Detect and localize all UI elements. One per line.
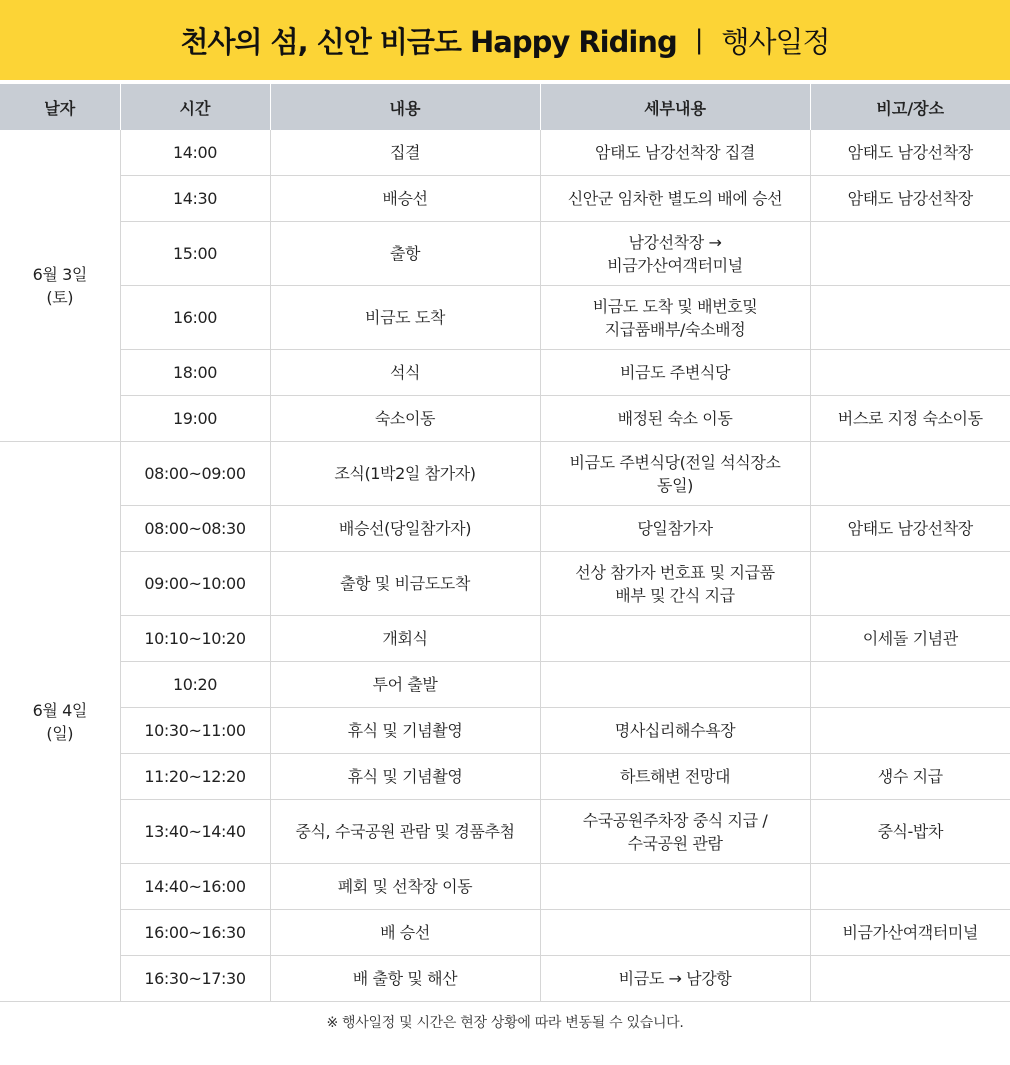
note-cell: 암태도 남강선착장 xyxy=(810,130,1010,176)
detail-cell: 비금도 주변식당(전일 석식장소 동일) xyxy=(540,442,810,506)
note-cell: 버스로 지정 숙소이동 xyxy=(810,396,1010,442)
schedule-table xyxy=(0,84,1010,1002)
table-row xyxy=(0,130,1010,176)
footnote: ※ 행사일정 및 시간은 현장 상황에 따라 변동될 수 있습니다. xyxy=(326,1015,684,1031)
date-cell: 6월 3일 (토) xyxy=(0,130,120,442)
table-row xyxy=(0,506,1010,552)
note-cell: 암태도 남강선착장 xyxy=(810,506,1010,552)
note-cell: 이세돌 기념관 xyxy=(810,616,1010,662)
time-cell: 18:00 xyxy=(120,350,270,396)
schedule-label: 행사일정 xyxy=(721,24,830,59)
table-row xyxy=(0,800,1010,864)
table-row xyxy=(0,396,1010,442)
detail-cell: 명사십리해수욕장 xyxy=(540,708,810,754)
title-banner xyxy=(0,0,1010,80)
table-header xyxy=(0,84,1010,130)
table-row xyxy=(0,350,1010,396)
table-row xyxy=(0,442,1010,506)
title-separator: | xyxy=(694,25,704,55)
header-content: 내용 xyxy=(270,84,540,130)
table-row xyxy=(0,708,1010,754)
header-date: 날자 xyxy=(0,84,120,130)
note-cell xyxy=(810,286,1010,350)
table-row xyxy=(0,176,1010,222)
table-row xyxy=(0,616,1010,662)
detail-cell: 비금도 주변식당 xyxy=(540,350,810,396)
note-cell xyxy=(810,864,1010,910)
detail-cell: 비금도 도착 및 배번호및 지급품배부/숙소배정 xyxy=(540,286,810,350)
content-cell: 배승선(당일참가자) xyxy=(270,506,540,552)
table-row xyxy=(0,754,1010,800)
note-cell: 중식-밥차 xyxy=(810,800,1010,864)
event-title: 천사의 섬, 신안 비금도 Happy Riding xyxy=(180,24,677,59)
time-cell: 08:00~09:00 xyxy=(120,442,270,506)
table-row xyxy=(0,864,1010,910)
table-row xyxy=(0,286,1010,350)
detail-cell: 수국공원주차장 중식 지급 / 수국공원 관람 xyxy=(540,800,810,864)
content-cell: 조식(1박2일 참가자) xyxy=(270,442,540,506)
time-cell: 11:20~12:20 xyxy=(120,754,270,800)
detail-cell: 신안군 임차한 별도의 배에 승선 xyxy=(540,176,810,222)
detail-cell: 남강선착장 → 비금가산여객터미널 xyxy=(540,222,810,286)
note-cell: 암태도 남강선착장 xyxy=(810,176,1010,222)
detail-cell xyxy=(540,910,810,956)
content-cell: 출항 xyxy=(270,222,540,286)
content-cell: 폐회 및 선착장 이동 xyxy=(270,864,540,910)
note-cell xyxy=(810,708,1010,754)
detail-cell: 하트해변 전망대 xyxy=(540,754,810,800)
table-row xyxy=(0,222,1010,286)
note-cell xyxy=(810,222,1010,286)
time-cell: 15:00 xyxy=(120,222,270,286)
content-cell: 숙소이동 xyxy=(270,396,540,442)
note-cell: 비금가산여객터미널 xyxy=(810,910,1010,956)
content-cell: 투어 출발 xyxy=(270,662,540,708)
time-cell: 16:00 xyxy=(120,286,270,350)
time-cell: 14:40~16:00 xyxy=(120,864,270,910)
content-cell: 휴식 및 기념촬영 xyxy=(270,708,540,754)
time-cell: 19:00 xyxy=(120,396,270,442)
detail-cell xyxy=(540,616,810,662)
time-cell: 16:30~17:30 xyxy=(120,956,270,1002)
table-row xyxy=(0,910,1010,956)
table-row xyxy=(0,956,1010,1002)
date-cell: 6월 4일 (일) xyxy=(0,442,120,1002)
detail-cell xyxy=(540,662,810,708)
detail-cell: 당일참가자 xyxy=(540,506,810,552)
note-cell: 생수 지급 xyxy=(810,754,1010,800)
note-cell xyxy=(810,552,1010,616)
time-cell: 10:30~11:00 xyxy=(120,708,270,754)
table-row xyxy=(0,662,1010,708)
content-cell: 중식, 수국공원 관람 및 경품추첨 xyxy=(270,800,540,864)
time-cell: 10:20 xyxy=(120,662,270,708)
content-cell: 휴식 및 기념촬영 xyxy=(270,754,540,800)
content-cell: 배 출항 및 해산 xyxy=(270,956,540,1002)
time-cell: 16:00~16:30 xyxy=(120,910,270,956)
content-cell: 집결 xyxy=(270,130,540,176)
content-cell: 개회식 xyxy=(270,616,540,662)
header-time: 시간 xyxy=(120,84,270,130)
content-cell: 배 승선 xyxy=(270,910,540,956)
detail-cell: 선상 참가자 번호표 및 지급품 배부 및 간식 지급 xyxy=(540,552,810,616)
detail-cell xyxy=(540,864,810,910)
header-note: 비고/장소 xyxy=(810,84,1010,130)
time-cell: 14:30 xyxy=(120,176,270,222)
detail-cell: 비금도 → 남강항 xyxy=(540,956,810,1002)
content-cell: 배승선 xyxy=(270,176,540,222)
table-body xyxy=(0,130,1010,1002)
note-cell xyxy=(810,350,1010,396)
header-detail: 세부내용 xyxy=(540,84,810,130)
note-cell xyxy=(810,662,1010,708)
content-cell: 비금도 도착 xyxy=(270,286,540,350)
note-cell xyxy=(810,956,1010,1002)
content-cell: 석식 xyxy=(270,350,540,396)
detail-cell: 암태도 남강선착장 집결 xyxy=(540,130,810,176)
detail-cell: 배정된 숙소 이동 xyxy=(540,396,810,442)
time-cell: 08:00~08:30 xyxy=(120,506,270,552)
time-cell: 10:10~10:20 xyxy=(120,616,270,662)
time-cell: 14:00 xyxy=(120,130,270,176)
time-cell: 09:00~10:00 xyxy=(120,552,270,616)
time-cell: 13:40~14:40 xyxy=(120,800,270,864)
content-cell: 출항 및 비금도도착 xyxy=(270,552,540,616)
note-cell xyxy=(810,442,1010,506)
table-row xyxy=(0,552,1010,616)
